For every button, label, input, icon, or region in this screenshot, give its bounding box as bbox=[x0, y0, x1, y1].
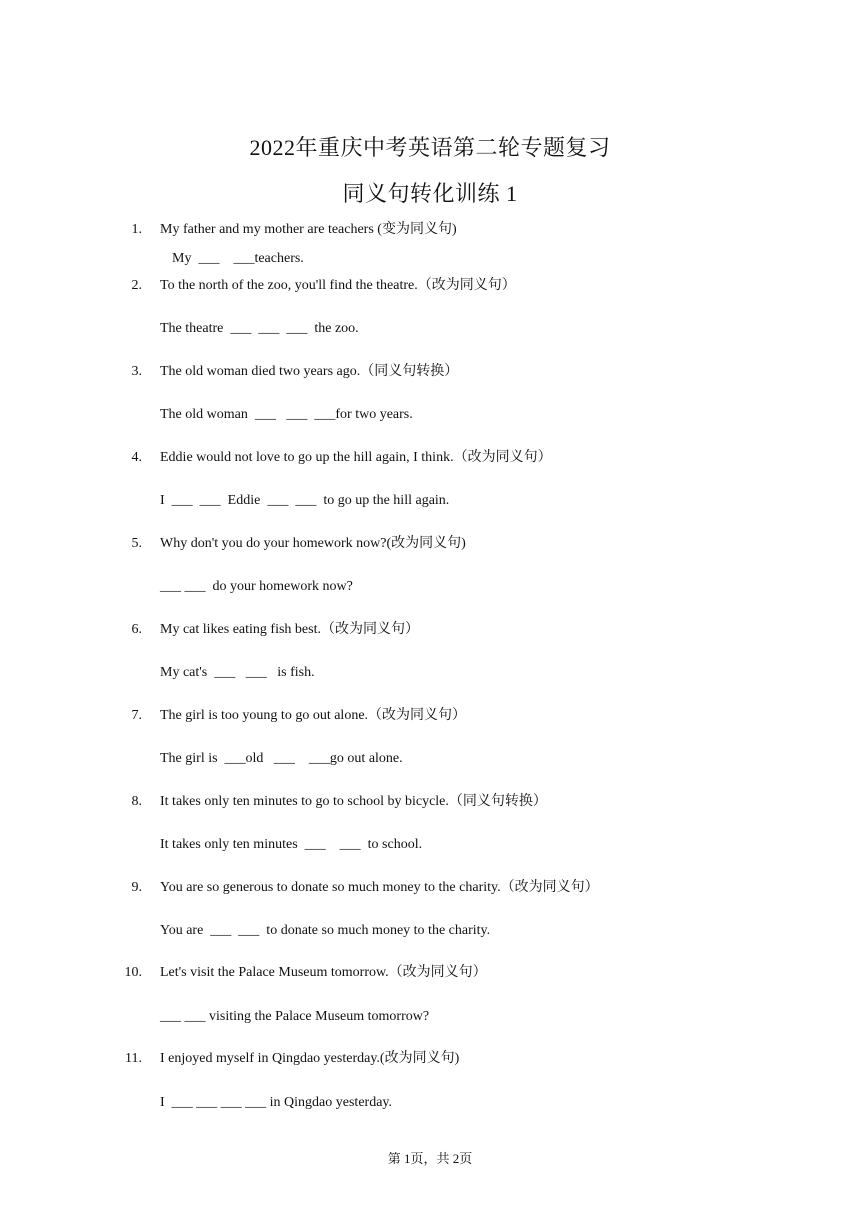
question-text: My cat likes eating fish best.（改为同义句） bbox=[160, 622, 419, 637]
question-number: 7. bbox=[131, 708, 142, 723]
question-number: 3. bbox=[131, 364, 142, 379]
question-text: I enjoyed myself in Qingdao yesterday.(改为同义句) bbox=[160, 1051, 460, 1066]
question-number: 1. bbox=[131, 222, 142, 237]
answer-line-2 bbox=[0, 319, 860, 339]
answer-text: You are ___ ___ to donate so much money to the charity. bbox=[160, 923, 491, 938]
document-subtitle: 同义句转化训练 1 bbox=[342, 181, 518, 206]
question-number: 2. bbox=[131, 278, 142, 293]
question-3 bbox=[0, 362, 860, 382]
question-9 bbox=[0, 878, 860, 898]
question-text: It takes only ten minutes to go to school by bicycle.（同义句转换） bbox=[160, 794, 547, 809]
question-6 bbox=[0, 620, 860, 640]
question-7 bbox=[0, 706, 860, 726]
answer-line-3 bbox=[0, 405, 860, 425]
question-text: You are so generous to donate so much money to the charity.（改为同义句） bbox=[160, 880, 599, 895]
question-text: To the north of the zoo, you'll find the theatre.（改为同义句） bbox=[160, 278, 516, 293]
answer-line-1 bbox=[0, 249, 860, 269]
answer-text: The theatre ___ ___ ___ the zoo. bbox=[160, 321, 359, 336]
question-number: 10. bbox=[124, 965, 142, 980]
page-footer: 第 1页，共 2页 bbox=[387, 1151, 473, 1166]
question-number: 11. bbox=[125, 1051, 142, 1066]
answer-line-4 bbox=[0, 491, 860, 511]
question-10 bbox=[0, 963, 860, 983]
answer-text: My cat's ___ ___ is fish. bbox=[160, 665, 315, 680]
question-number: 4. bbox=[131, 450, 142, 465]
answer-text: The girl is ___old ___ ___go out alone. bbox=[160, 751, 403, 766]
question-4 bbox=[0, 448, 860, 468]
answer-line-9 bbox=[0, 921, 860, 941]
question-8 bbox=[0, 792, 860, 812]
answer-line-10 bbox=[0, 1007, 860, 1027]
answer-text: I ___ ___ ___ ___ in Qingdao yesterday. bbox=[160, 1095, 392, 1110]
question-text: The old woman died two years ago.（同义句转换） bbox=[160, 364, 459, 379]
question-5 bbox=[0, 534, 860, 554]
question-text: Let's visit the Palace Museum tomorrow.（改为同义句） bbox=[160, 965, 487, 980]
answer-line-7 bbox=[0, 749, 860, 769]
question-2 bbox=[0, 276, 860, 296]
answer-line-6 bbox=[0, 663, 860, 683]
answer-text: ___ ___ visiting the Palace Museum tomorrow? bbox=[160, 1009, 430, 1024]
question-number: 8. bbox=[131, 794, 142, 809]
answer-text: ___ ___ do your homework now? bbox=[160, 579, 353, 594]
answer-text: It takes only ten minutes ___ ___ to school. bbox=[160, 837, 423, 852]
question-text: My father and my mother are teachers (变为同义句) bbox=[160, 222, 457, 237]
document-title: 2022年重庆中考英语第二轮专题复习 bbox=[249, 135, 611, 160]
question-number: 9. bbox=[131, 880, 142, 895]
question-11 bbox=[0, 1049, 860, 1069]
question-number: 5. bbox=[131, 536, 142, 551]
question-text: Why don't you do your homework now?(改为同义句) bbox=[160, 536, 466, 551]
answer-text: I ___ ___ Eddie ___ ___ to go up the hill again. bbox=[160, 493, 450, 508]
answer-line-11 bbox=[0, 1093, 860, 1113]
answer-text: My ___ ___teachers. bbox=[172, 251, 304, 266]
question-1 bbox=[0, 220, 860, 240]
answer-line-5 bbox=[0, 577, 860, 597]
question-text: Eddie would not love to go up the hill again, I think.（改为同义句） bbox=[160, 450, 552, 465]
answer-text: The old woman ___ ___ ___for two years. bbox=[160, 407, 413, 422]
question-number: 6. bbox=[131, 622, 142, 637]
answer-line-8 bbox=[0, 835, 860, 855]
question-text: The girl is too young to go out alone.（改为同义句） bbox=[160, 708, 467, 723]
